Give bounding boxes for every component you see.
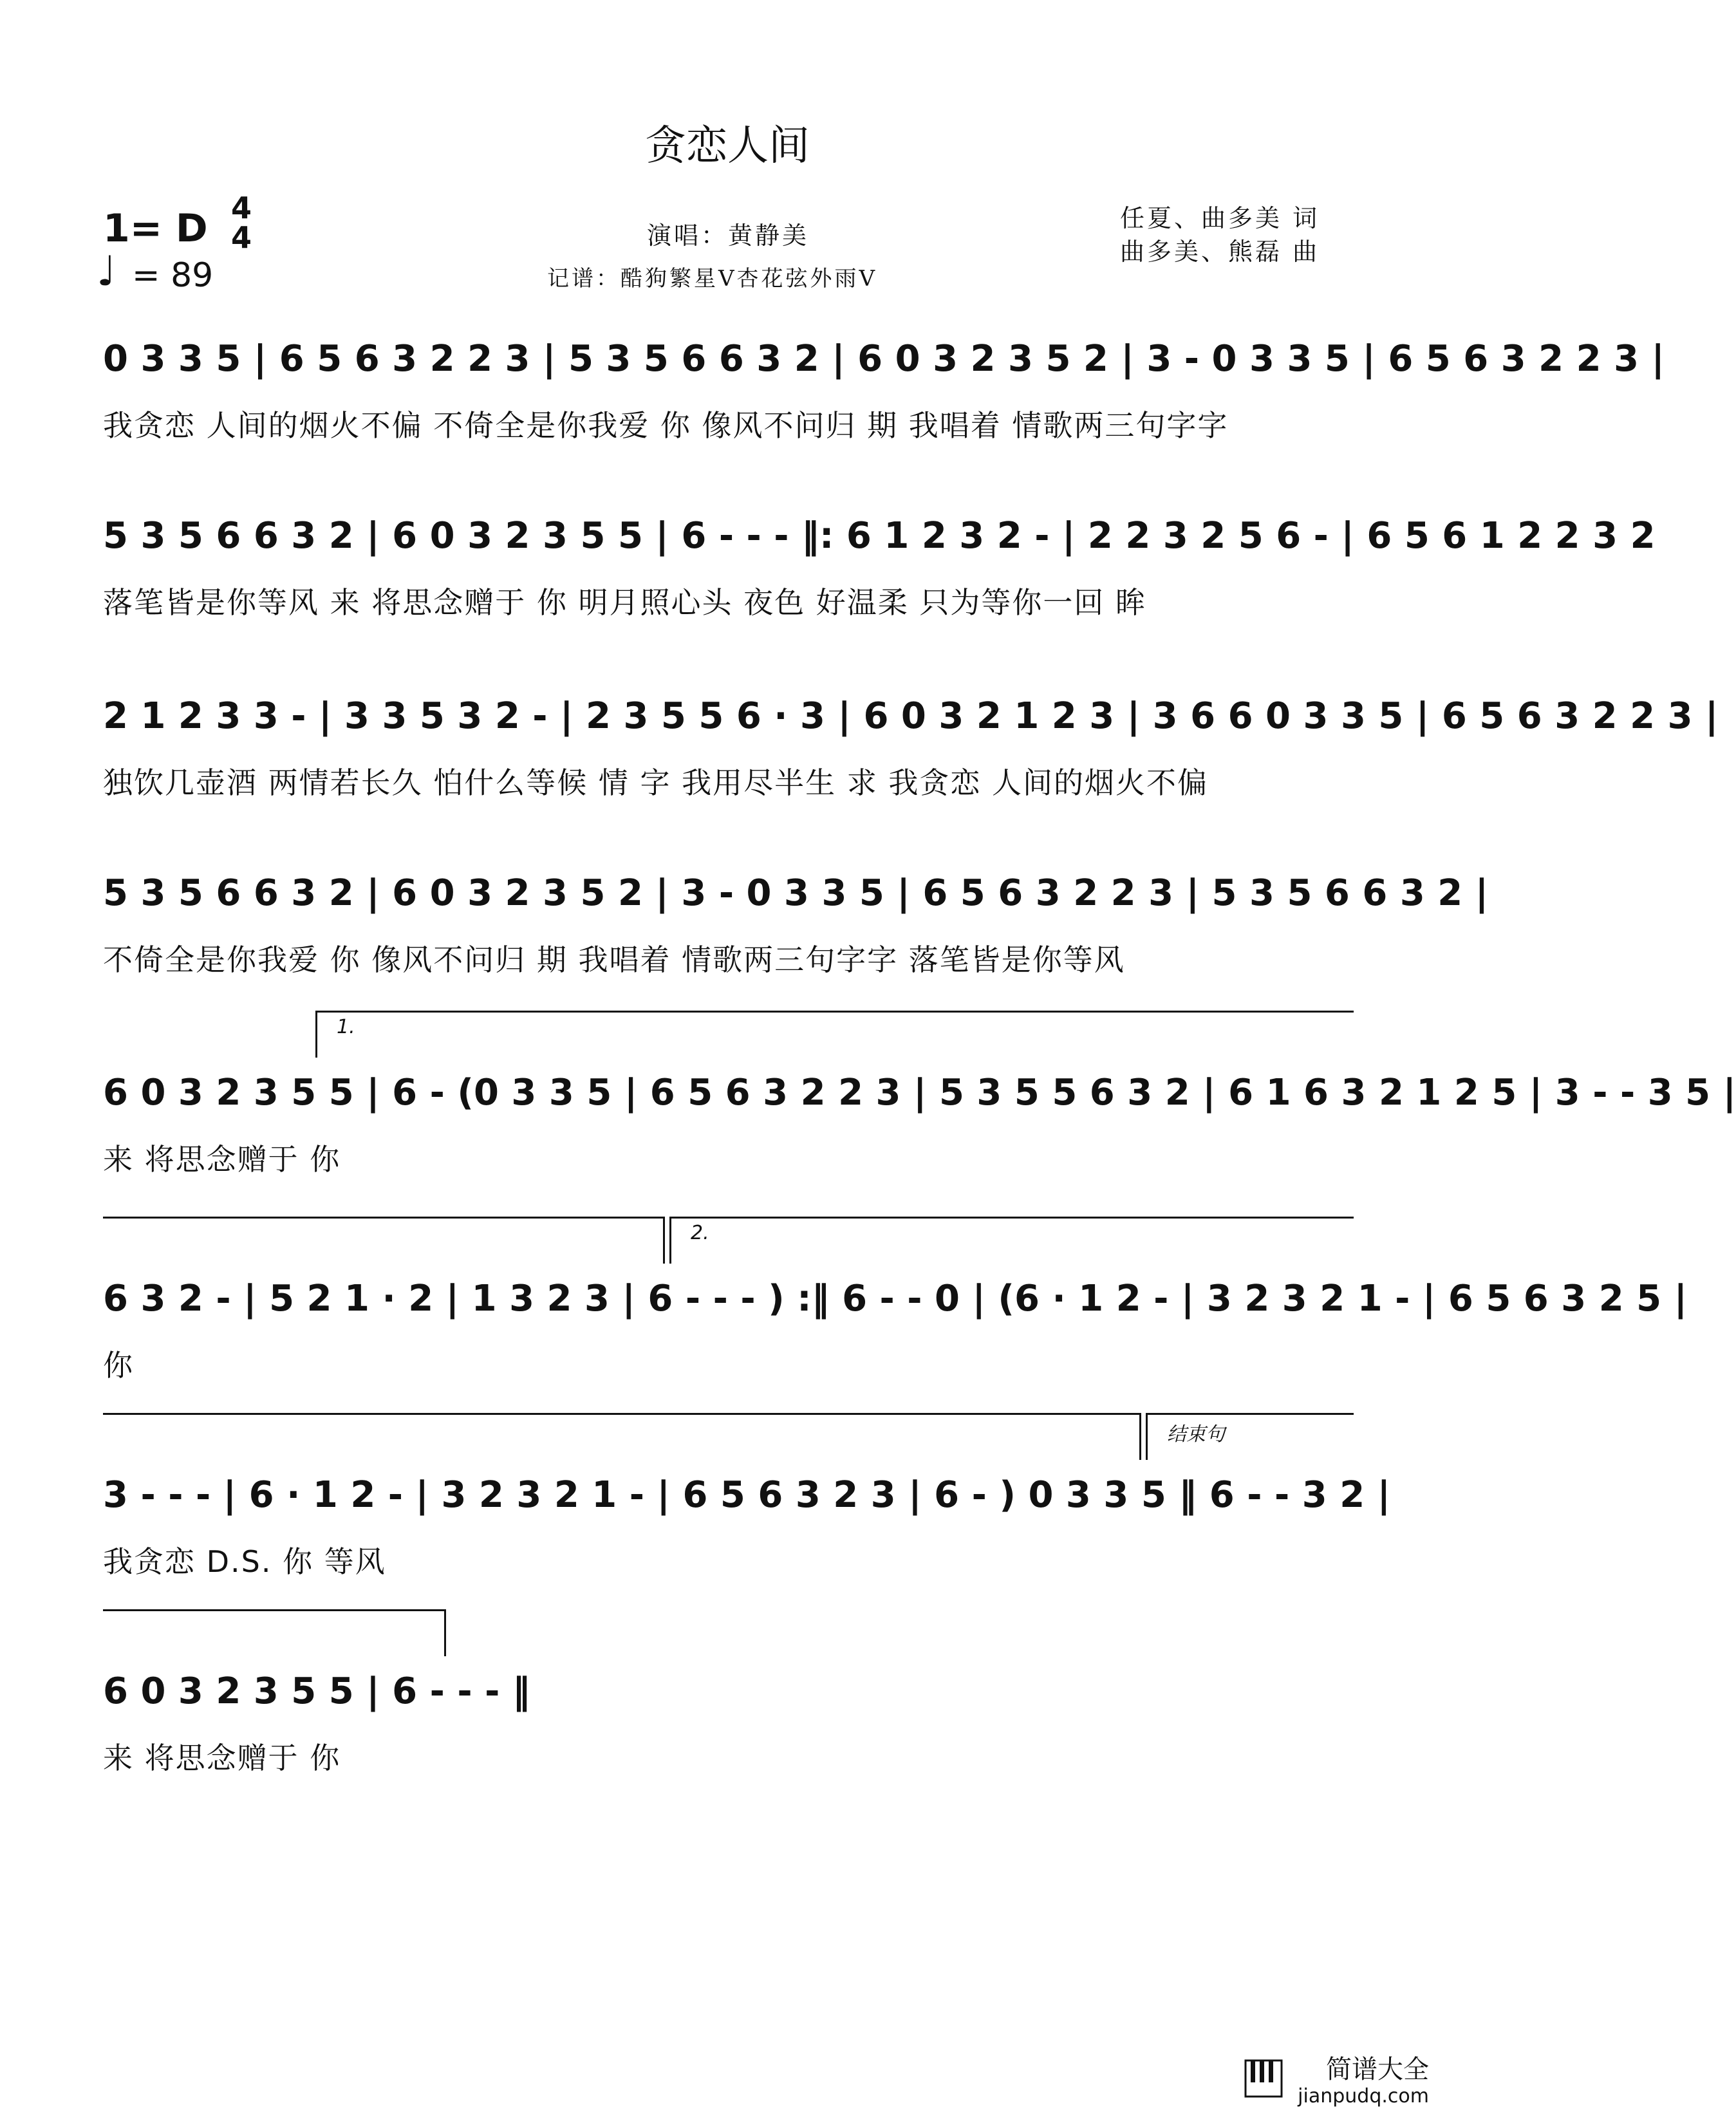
volta-bracket-2 [669, 1217, 1354, 1264]
volta-bracket-1-end [103, 1217, 665, 1264]
volta-bracket-2-end [103, 1413, 1141, 1460]
score-system-4 [103, 872, 1489, 1033]
watermark-name: 简谱大全 [1326, 2055, 1429, 2084]
time-bottom: 4 [230, 220, 252, 255]
volta-bracket-1 [315, 1011, 1354, 1058]
watermark [1244, 2054, 1429, 2108]
volta-label: 2. [691, 1222, 709, 1244]
singer: 演唱：黄静美 [647, 221, 810, 250]
tempo-note-icon: ♩ [97, 248, 117, 295]
lyrics-line: 不倚全是你我爱 你 像风不问归 期 我唱着 情歌两三句字字 落笔皆是你等风 [103, 942, 1125, 977]
notes-line: 5 3 5 6 6 3 2 | 6 0 3 2 3 5 2 | 3 - 0 3 3 5 | 6 5 6 3 2 2 3 | 5 3 5 6 6 3 2 | [103, 872, 1489, 914]
lyrics-line: 你 [103, 1348, 134, 1383]
lyrics-line: 我贪恋 人间的烟火不偏 不倚全是你我爱 你 像风不问归 期 我唱着 情歌两三句字字 [103, 408, 1229, 443]
score-system-1 [103, 338, 1665, 499]
time-signature [229, 191, 254, 255]
volta-label: 1. [337, 1016, 355, 1038]
watermark-url: jianpudq.com [1298, 2085, 1429, 2107]
notes-line: 6 0 3 2 3 5 5 | 6 - (0 3 3 5 | 6 5 6 3 2 2 3 | 5 3 5 5 6 3 2 | 6 1 6 3 2 1 2 5 | 3 - - 3 5 | [103, 1072, 1736, 1114]
ending-label: 结束句 [1167, 1423, 1225, 1446]
score-system-8 [103, 1670, 1352, 1831]
score-system-5 [103, 1016, 1736, 1233]
piano-keys-icon [1244, 2059, 1283, 2104]
notes-line: 3 - - - | 6 · 1 2 - | 3 2 3 2 1 - | 6 5 6 3 2 3 | 6 - ) 0 3 3 5 ‖ 6 - - 3 2 | [103, 1474, 1391, 1516]
score-system-2 [103, 515, 1656, 676]
lyrics-line: 来 将思念赠于 你 [103, 1741, 341, 1775]
composer: 曲多美、熊磊 曲 [1120, 238, 1320, 266]
song-title: 贪恋人间 [645, 122, 810, 170]
lyricist: 任夏、曲多美 词 [1120, 204, 1320, 232]
score-system-3 [103, 695, 1719, 856]
time-top: 4 [230, 191, 252, 225]
notes-line: 0 3 3 5 | 6 5 6 3 2 2 3 | 5 3 5 6 6 3 2 | 6 0 3 2 3 5 2 | 3 - 0 3 3 5 | 6 5 6 3 2 2 3 | [103, 338, 1665, 380]
notes-line: 6 3 2 - | 5 2 1 · 2 | 1 3 2 3 | 6 - - - ) :‖ 6 - - 0 | (6 · 1 2 - | 3 2 3 2 1 - | 6 5 6 3 2 5 | [103, 1278, 1688, 1320]
lyrics-line: 来 将思念赠于 你 [103, 1142, 341, 1177]
ending-bracket-end [103, 1609, 446, 1656]
notes-line: 6 0 3 2 3 5 5 | 6 - - - ‖ [103, 1670, 530, 1712]
tempo: = 89 [132, 256, 214, 295]
notes-line: 2 1 2 3 3 - | 3 3 5 3 2 - | 2 3 5 5 6 · 3 | 6 0 3 2 1 2 3 | 3 6 6 0 3 3 5 | 6 5 6 3 2 2 3 | [103, 695, 1719, 737]
lyrics-line: 独饮几壶酒 两情若长久 怕什么等候 情 字 我用尽半生 求 我贪恋 人间的烟火不偏 [103, 765, 1208, 800]
key-signature: 1= D [103, 206, 208, 251]
lyrics-line: 落笔皆是你等风 来 将思念赠于 你 明月照心头 夜色 好温柔 只为等你一回 眸 [103, 585, 1146, 620]
notes-line: 5 3 5 6 6 3 2 | 6 0 3 2 3 5 5 | 6 - - - ‖: 6 1 2 3 2 - | 2 2 3 2 5 6 - | 6 5 6 1 2 2 3 2 [103, 515, 1656, 557]
transcriber: 记谱：酷狗繁星V杏花弦外雨V [547, 266, 878, 292]
ending-bracket [1146, 1413, 1354, 1460]
lyrics-line: 我贪恋 D.S. 你 等风 [103, 1544, 386, 1579]
